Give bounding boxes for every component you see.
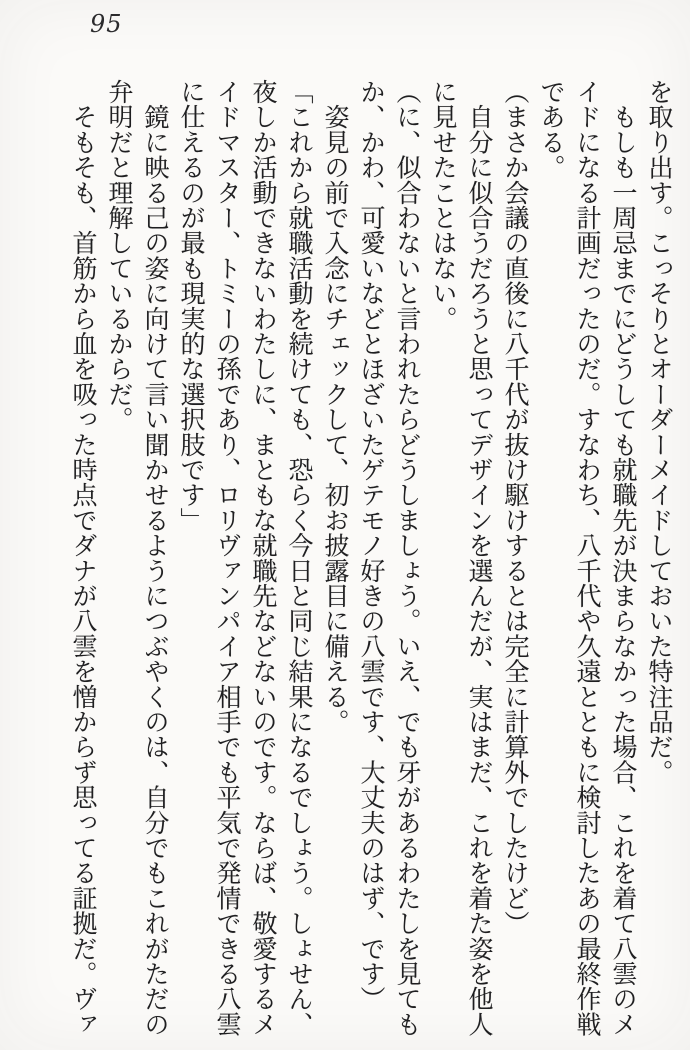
text-column-7: に見せたことはない。 (429, 79, 458, 331)
vertical-text-block (65, 79, 677, 1036)
text-column-1: を取り出す。こっそりとオーダーメイドしておいた特注品だ。 (645, 79, 674, 785)
page-number: 95 (90, 10, 123, 38)
text-column-2: もしも一周忌までにどうしても就職先が決まらなかった場合、これを着て八雲のメ (609, 79, 638, 1037)
text-column-12: 夜しか活動できないわたしに、まともな就職先などないのです。ならば、敬愛するメ (249, 79, 278, 1037)
text-column-15: 鏡に映る己の姿に向けて言い聞かせるようにつぶやくのは、自分でもこれがただの (141, 79, 170, 1037)
text-column-13: イドマスター、トミーの孫であり、ロリヴァンパイア相手でも平気で発情できる八雲 (213, 79, 242, 1037)
text-column-3: イドになる計画だったのだ。すなわち、八千代や久遠とともに検討したあの最終作戦 (573, 79, 602, 1037)
text-column-17: そもそも、首筋から血を吸った時点でダナが八雲を憎からず思ってる証拠だ。ヴァ (69, 79, 98, 1037)
text-column-14: に仕えるのが最も現実的な選択肢です」 (177, 79, 206, 533)
text-column-4: である。 (537, 79, 566, 180)
text-column-10: 姿見の前で入念にチェックして、初お披露目に備える。 (321, 79, 350, 735)
text-column-9: か、かわ、可愛いなどとほざいたゲテモノ好きの八雲です、大丈夫のはず、です） (357, 79, 386, 1012)
text-column-11: 「これから就職活動を続けても、恐らく今日と同じ結果になるでしょう。しょせん、 (285, 79, 314, 1037)
text-column-8: （に、似合わないと言われたらどうしましょう。いえ、でも牙があるわたしを見ても (393, 79, 422, 1037)
text-column-16: 弁明だと理解しているからだ。 (105, 79, 134, 432)
text-column-6: 自分に似合うだろうと思ってデザインを選んだが、実はまだ、これを着た姿を他人 (465, 79, 494, 1037)
text-column-5: （まさか会議の直後に八千代が抜け駆けするとは完全に計算外でしたけど） (501, 79, 530, 936)
